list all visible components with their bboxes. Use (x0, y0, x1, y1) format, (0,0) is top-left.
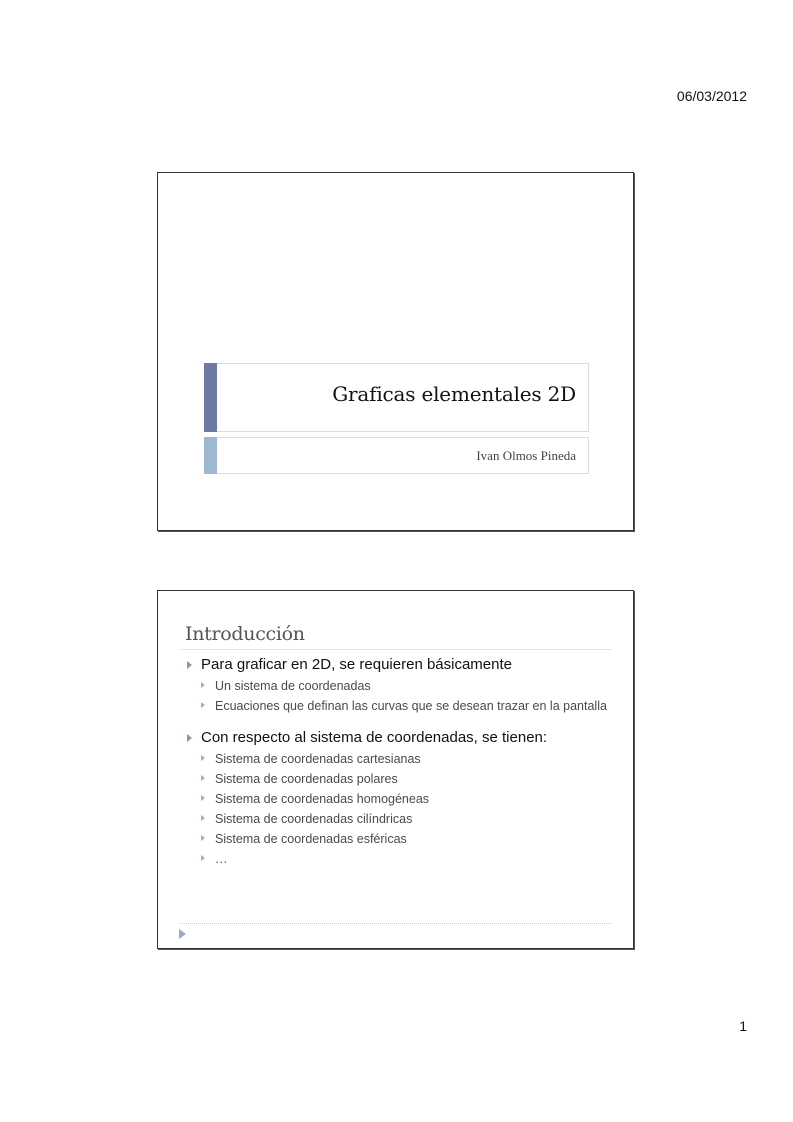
footer-arrow-icon (179, 929, 186, 939)
bullet-level2 (185, 751, 613, 767)
bullet-level1 (185, 728, 613, 748)
bullet-text: Sistema de coordenadas polares (215, 772, 398, 786)
bullet-text: Con respecto al sistema de coordenadas, se tienen: (201, 729, 548, 746)
slide-introduccion (157, 590, 634, 949)
bullet-triangle-icon (201, 702, 205, 708)
bullet-level2 (185, 678, 613, 694)
bullet-level2 (185, 831, 613, 847)
bullet-level2 (185, 851, 613, 867)
heading-divider (180, 649, 611, 650)
page-date: 06/03/2012 (676, 88, 747, 104)
bullet-triangle-icon (187, 734, 192, 742)
bullet-triangle-icon (201, 835, 205, 841)
slide-title (157, 172, 634, 531)
footer-divider (180, 923, 611, 924)
bullet-level2 (185, 771, 613, 787)
bullet-text: Ecuaciones que definan las curvas que se desean trazar en la pantalla (215, 699, 607, 713)
bullet-text: … (215, 852, 228, 866)
bullet-text: Sistema de coordenadas cilíndricas (215, 812, 413, 826)
bullet-text: Sistema de coordenadas homogéneas (215, 792, 430, 806)
title-box (204, 363, 589, 432)
bullet-level2 (185, 811, 613, 827)
bullet-level1 (185, 655, 613, 675)
bullet-level2 (185, 698, 613, 714)
bullet-text: Un sistema de coordenadas (215, 679, 371, 693)
slide-heading: Introducción (185, 623, 305, 645)
bullet-level2 (185, 791, 613, 807)
bullet-list (185, 655, 613, 867)
bullet-triangle-icon (201, 755, 205, 761)
bullet-triangle-icon (201, 815, 205, 821)
bullet-triangle-icon (201, 855, 205, 861)
bullet-text: Para graficar en 2D, se requieren básicamente (201, 656, 513, 673)
bullet-triangle-icon (201, 682, 205, 688)
bullet-triangle-icon (187, 661, 192, 669)
bullet-text: Sistema de coordenadas esféricas (215, 832, 407, 846)
bullet-triangle-icon (201, 795, 205, 801)
bullet-triangle-icon (201, 775, 205, 781)
slide-subtitle-text: Ivan Olmos Pineda (476, 448, 576, 463)
slide-title-text: Graficas elementales 2D (332, 382, 576, 406)
subtitle-accent-bar (204, 437, 217, 474)
page-number: 1 (739, 1018, 747, 1034)
subtitle-box (204, 437, 589, 474)
bullet-text: Sistema de coordenadas cartesianas (215, 752, 421, 766)
title-accent-bar (204, 363, 217, 432)
